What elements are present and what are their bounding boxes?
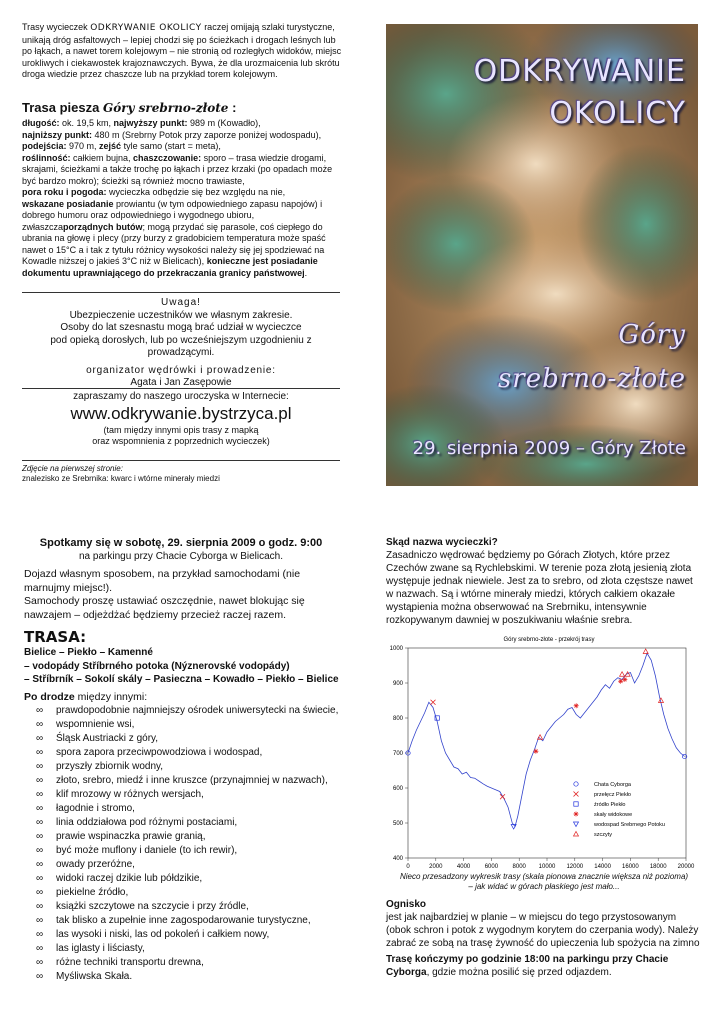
meeting-headline: Spotkamy się w sobotę, 29. sierpnia 2009 o godz. 9:00	[39, 537, 323, 549]
cover-title-2: OKOLICY	[549, 96, 686, 131]
chart-caption: Nieco przesadzony wykresik trasy (skala pionowa znacznie większa niż pozioma) – jak widać w górach płaskiego jest mało...	[399, 872, 689, 891]
y-tick-label: 700	[392, 751, 403, 757]
list-item: ∞ klif mrozowy w różnych wersjach,	[36, 788, 344, 802]
list-item: ∞ być może muflony i daniele (to ich rewir),	[36, 844, 344, 858]
chart-title: Góry srebrno-złote - przekrój trasy	[503, 637, 595, 643]
ognisko-section	[386, 898, 702, 979]
skad-heading: Skąd nazwa wycieczki?	[386, 537, 498, 548]
x-tick-label: 6000	[484, 864, 499, 870]
features-list	[36, 704, 344, 984]
marker-star	[574, 703, 579, 708]
route-line-2: – vodopády Stříbrného potoka (Nýznerovské vodopády)	[24, 660, 290, 672]
marker-triangle-up	[620, 672, 625, 677]
meeting-notes: Dojazd własnym sposobem, na przykład samochodami (nie marnujmy miejsc!). Samochody proszę ustawiać oszczędnie, nawet blokując się nawzajem – odjeżdżać będziemy przecież raczej razem.	[24, 568, 305, 621]
divider	[22, 388, 340, 389]
end-note: Trasę kończymy po godzinie 18:00 na parkingu przy Chacie Cyborga, gdzie można posilić się przed odjazdem.	[386, 954, 669, 978]
y-tick-label: 500	[392, 821, 403, 827]
x-tick-label: 12000	[566, 864, 584, 870]
x-tick-label: 18000	[649, 864, 667, 870]
trasa-details: długość: ok. 19,5 km, najwyższy punkt: 989 m (Kowadło), najniższy punkt: 480 m (Srebrny Potok przy zaporze poniżej wodospadu), podejścia: 970 m, zejść tyle samo (start = meta), roślinność: całkiem bujna, chaszczowanie: sporo – trasa wiedzie drogami, skrajami, ścieżkami a także trochę po łąkach i przez krzaki (po opadach może być bardzo mokro); ścieżki są również mocno trawiaste, pora roku i pogoda: wycieczka odbędzie się bez względu na nie, wskazane posiadanie prowiantu (w tym odpowiedniego zapasu napojów) i dobrego humoru oraz odpowiedniego i wygodnego ubioru, zwłaszczaporządnych butów; mogą przydać się parasole, coś ciepłego do ubrania na głowę i plecy (przy burzy z gradobiciem temperatura może spaść nawet o 15°C a i tak z tytułu różnicy wysokości należy się jej spodziewać na Kowadle niższej o jakieś 3°C niż w Bielicach), konieczne jest posiadanie dokumentu uprawniającego do przekraczania granicy państwowej.	[22, 118, 333, 278]
list-item: ∞ złoto, srebro, miedź i inne kruszce (przynajmniej w nazwach),	[36, 774, 344, 788]
list-item: ∞ widoki raczej dzikie lub półdzikie,	[36, 872, 344, 886]
list-item: ∞ tak blisko a zupełnie inne zagospodarowanie turystyczne,	[36, 914, 344, 928]
trasa-piesza-section	[22, 100, 342, 279]
marker-star	[622, 677, 627, 682]
marker-star	[533, 749, 538, 754]
list-item: ∞ książki szczytowe na szczycie i przy źródle,	[36, 900, 344, 914]
brand-name: ODKRYWANIE OKOLICY	[90, 23, 202, 33]
y-tick-label: 900	[392, 681, 403, 687]
y-tick-label: 1000	[389, 646, 403, 652]
uwaga-box: Uwaga! Ubezpieczenie uczestników we własnym zakresie. Osoby do lat szesnastu mogą brać udział w wycieczce pod opieką dorosłych, lub po wcześniejszym uzgodnieniu z prowadzącymi. organizator wędrówki i prowadzenie: Agata i Jan Zasępowie	[22, 297, 340, 390]
elevation-chart-svg	[374, 632, 704, 872]
trasa-section	[24, 628, 344, 984]
divider	[22, 292, 340, 293]
legend-label: przełęcz Piekło	[594, 792, 631, 798]
list-item: ∞ Myśliwska Skała.	[36, 970, 344, 984]
x-tick-label: 0	[406, 864, 410, 870]
legend-label: wodospad Srebrnego Potoku	[594, 822, 665, 828]
mineral-photo	[386, 24, 698, 486]
cover-date: 29. sierpnia 2009 – Góry Złote	[412, 438, 686, 459]
meeting-place: na parkingu przy Chacie Cyborga w Bielicach.	[79, 551, 283, 562]
list-item: ∞ wspomnienie wsi,	[36, 718, 344, 732]
intro-text: Trasy wycieczek ODKRYWANIE OKOLICY raczej omijają szlaki turystyczne, unikają dróg asfaltowych – lepiej chodzi się po ścieżkach i drogach leśnych lub po łąkach, a nawet torem kolejowym – nie stronią od rozległych widoków, miejsc urokliwych i ciekawostek krajoznawczych. Bywa, że dla urozmaicenia lub skrótu droga wiedzie przez chaszcze lub na przykład torem kolejowym.	[22, 22, 342, 79]
x-tick-label: 16000	[622, 864, 639, 870]
profile-line	[408, 653, 685, 826]
ognisko-text: jest jak najbardziej w planie – w miejscu do tego przystosowanym (obok schron i potok z wygodnym korytem do czerpania wody). Należy zabrać ze sobą na trasę żywność do upieczenia lub spożycia na zimno	[386, 912, 700, 949]
legend-label: Chata Cyborga	[594, 782, 631, 788]
cover-subtitle-2: srebrno-złote	[497, 364, 686, 394]
list-item: ∞ Śląsk Austriacki z góry,	[36, 732, 344, 746]
list-item: ∞ przyszły zbiornik wodny,	[36, 760, 344, 774]
marker-triangle-up	[643, 649, 648, 654]
list-item: ∞ różne techniki transportu drewna,	[36, 956, 344, 970]
list-item: ∞ łagodnie i stromo,	[36, 802, 344, 816]
photo-caption: Zdjęcie na pierwszej stronie: znalezisko ze Srebrnika: kwarc i wtórne minerały miedzi	[22, 464, 220, 483]
list-item: ∞ piekielne źródło,	[36, 886, 344, 900]
legend-marker	[574, 832, 579, 837]
marker-x	[500, 794, 505, 799]
ognisko-heading: Ognisko	[386, 899, 427, 910]
list-item: ∞ las iglasty i liściasty,	[36, 942, 344, 956]
legend-label: źródło Piekło	[594, 802, 626, 808]
route-line-1: Bielice – Piekło – Kamenné	[24, 647, 153, 658]
list-item: ∞ las wysoki i niski, las od pokoleń i całkiem nowy,	[36, 928, 344, 942]
skad-text: Zasadniczo wędrować będziemy po Górach Złotych, które przez Czechów zwane są Rychlebskimi. W terenie poza złotą jesienią złota występuje jednak niewiele. Jest za to srebro, od złota częstsze nawet w nazwach. Są i wtórne minerały miedzi, których całkiem okazałe wystąpienia można obserwować na Srebrniku, intensywnie rozkopywanym dawniej w poszukiwaniu właśnie srebra.	[386, 550, 693, 626]
list-item: ∞ prawdopodobnie najmniejszy ośrodek uniwersytecki na świecie,	[36, 704, 344, 718]
x-tick-label: 20000	[677, 864, 695, 870]
po-drodze: Po drodze między innymi:	[24, 690, 148, 703]
chart-axes	[390, 646, 695, 870]
chart-legend	[574, 782, 665, 838]
list-item: ∞ spora zapora przeciwpowodziowa i wodospad,	[36, 746, 344, 760]
uwaga-title: Uwaga!	[161, 297, 201, 308]
y-tick-label: 600	[392, 786, 403, 792]
legend-marker	[574, 782, 578, 786]
legend-marker	[574, 802, 578, 806]
meeting-section	[22, 536, 340, 563]
divider	[22, 460, 340, 461]
elevation-chart	[374, 632, 704, 872]
legend-marker	[574, 822, 579, 827]
x-tick-label: 10000	[538, 864, 556, 870]
list-item: ∞ prawie wspinaczka prawie granią,	[36, 830, 344, 844]
organizer-names: Agata i Jan Zasępowie	[130, 377, 232, 388]
cover-photo	[386, 24, 698, 486]
y-tick-label: 400	[392, 856, 403, 862]
chart-markers	[406, 649, 687, 829]
legend-label: skały widokowe	[594, 812, 633, 818]
x-tick-label: 2000	[429, 864, 443, 870]
website-link[interactable]: www.odkrywanie.bystrzyca.pl	[70, 404, 292, 423]
list-item: ∞ linia oddziałowa pod różnymi postaciami,	[36, 816, 344, 830]
trasa-heading: TRASA:	[24, 628, 87, 646]
intro-section	[22, 22, 342, 81]
cover-title-1: ODKRYWANIE	[473, 54, 686, 89]
cover-subtitle-1: Góry	[618, 320, 686, 350]
organizer-label: organizator wędrówki i prowadzenie:	[86, 364, 276, 376]
trasa-piesza-heading: Trasa piesza Góry srebrno-złote :	[22, 100, 237, 115]
x-tick-label: 14000	[594, 864, 611, 870]
marker-x	[431, 700, 436, 705]
y-tick-label: 800	[392, 716, 403, 722]
legend-label: szczyty	[594, 832, 613, 838]
legend-marker	[574, 812, 579, 817]
skad-section	[386, 536, 702, 627]
route-line-3: – Stříbrník – Sokolí skály – Pasieczna – Kowadło – Piekło – Bielice	[24, 674, 339, 685]
web-section: zapraszamy do naszego uroczyska w Internecie: www.odkrywanie.bystrzyca.pl (tam między innymi opis trasy z mapką oraz wspomnienia z poprzednich wycieczek)	[22, 391, 340, 447]
x-tick-label: 8000	[512, 864, 526, 870]
list-item: ∞ owady przeróżne,	[36, 858, 344, 872]
x-tick-label: 4000	[456, 864, 471, 870]
legend-marker	[574, 792, 579, 797]
